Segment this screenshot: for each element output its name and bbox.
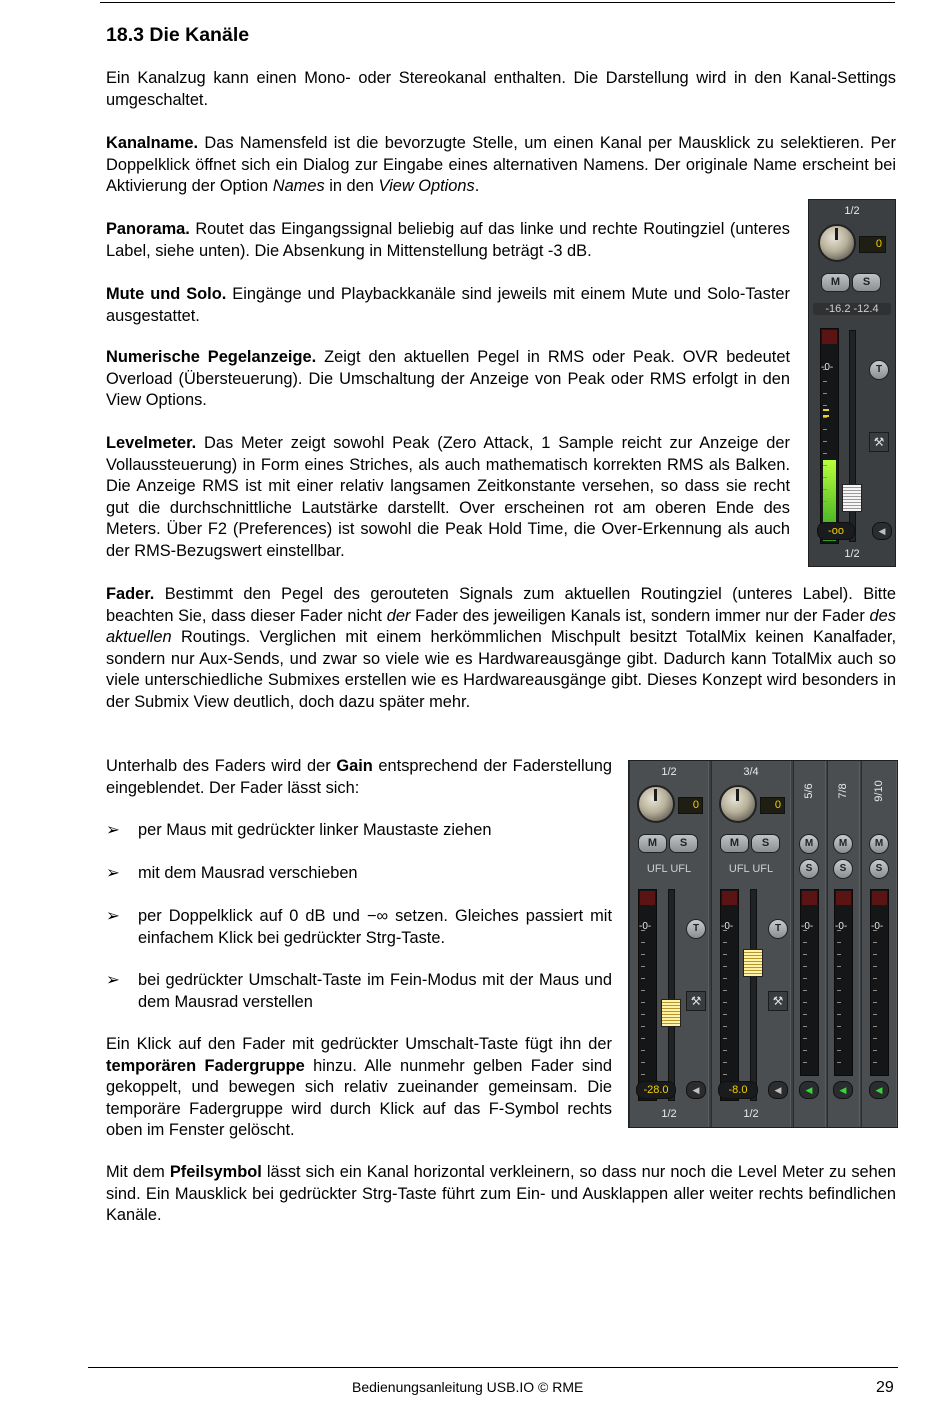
pfeilsymbol-paragraph: [106, 1162, 896, 1227]
meter-scale-tick: [641, 1002, 645, 1003]
top-rule: [100, 2, 895, 3]
meter-scale-tick: [723, 954, 727, 955]
collapsed-strip-7-8: [827, 761, 860, 1127]
text: Bestimmt den Pegel des gerouteten Signals zum aktuellen Routingziel (unteres Label). Bitte beachten Sie, dass dieser Fader nicht: [106, 585, 896, 625]
meter-scale-tick: [823, 489, 827, 490]
zero-db-label: -0-: [871, 921, 884, 932]
meter-scale-tick: [837, 966, 841, 967]
pan-knob[interactable]: [637, 785, 675, 823]
meter-scale-tick: [823, 381, 827, 382]
meter-scale-tick: [641, 1062, 645, 1063]
arrow-collapse-icon[interactable]: ◀: [768, 1081, 788, 1099]
meter-scale-tick: [803, 966, 807, 967]
solo-button[interactable]: S: [799, 859, 819, 879]
text: Mit dem: [106, 1163, 170, 1181]
level-meter: [800, 889, 819, 1076]
text: Fader des jeweiligen Kanals ist, sondern immer nur der Fader: [410, 606, 870, 625]
meter-scale-tick: [803, 1062, 807, 1063]
meter-scale-tick: [641, 978, 645, 979]
zero-db-label: -0-: [721, 921, 734, 932]
arrow-expand-icon[interactable]: ◀: [799, 1081, 819, 1099]
gain-readout: -oo: [817, 522, 855, 540]
arrow-expand-icon[interactable]: ◀: [833, 1081, 853, 1099]
term-pfeilsymbol: Pfeilsymbol: [169, 1163, 262, 1181]
meter-scale-tick: [803, 1014, 807, 1015]
meter-scale-tick: [837, 1062, 841, 1063]
term-levelmeter: Levelmeter.: [106, 434, 197, 452]
bullet-arrow-icon: ➢: [106, 864, 120, 882]
meter-scale-tick: [837, 990, 841, 991]
text: Routings. Verglichen mit einem herkömmlichen Mischpult besitzt TotalMix keinen Kanalfader, sondern nur Aux-Sends, und zwar so viele wie es Hardwareausgänge gibt. Dadurch kann TotalMix auch so viele unterschiedliche Submixes erstellen wie es Hardwareausgänge gibt. Dieses Konzept wird besonders in der Submix View deutlich, doch dazu später mehr.: [106, 628, 896, 711]
numeric-level-display: -16.2 -12.4: [813, 303, 891, 315]
option-names: Names: [272, 177, 325, 196]
page-number: 29: [876, 1379, 894, 1396]
trim-button[interactable]: T: [686, 919, 706, 939]
meter-scale-tick: [873, 966, 877, 967]
meter-scale-tick: [723, 990, 727, 991]
mute-button[interactable]: M: [799, 834, 819, 854]
text: Unterhalb des Faders wird der: [106, 757, 337, 775]
numeric-level-display: UFL UFL: [728, 863, 774, 875]
zero-db-label: -0-: [801, 921, 814, 932]
zero-db-label: -0-: [835, 921, 848, 932]
bullet-text: bei gedrückter Umschalt-Taste im Fein-Modus mit der Maus und dem Mausrad verstellen: [138, 971, 612, 1011]
channel-strip-3-4: [711, 761, 791, 1127]
meter-scale-tick: [873, 1050, 877, 1051]
arrow-expand-icon[interactable]: ◀: [869, 1081, 889, 1099]
meter-scale-tick: [823, 429, 827, 430]
meter-scale-tick: [873, 954, 877, 955]
pan-knob[interactable]: [818, 224, 856, 262]
meter-scale-tick: [641, 966, 645, 967]
channel-name-label[interactable]: 7/8: [837, 783, 849, 799]
meter-scale-tick: [803, 942, 807, 943]
level-meter: [870, 889, 889, 1076]
pan-value: 0: [859, 236, 886, 253]
text: entsprechend der Faderstellung eingeblendet. Der Fader lässt sich:: [106, 757, 612, 797]
bullet-arrow-icon: ➢: [106, 907, 120, 925]
channel-strip-1-2: [629, 761, 709, 1127]
meter-scale-tick: [873, 990, 877, 991]
mute-button[interactable]: M: [833, 834, 853, 854]
meter-scale-tick: [873, 1038, 877, 1039]
over-indicator: [872, 891, 887, 905]
meter-scale-tick: [803, 978, 807, 979]
bullet-arrow-icon: ➢: [106, 821, 120, 839]
meter-scale-tick: [823, 465, 827, 466]
meter-scale-tick: [641, 954, 645, 955]
solo-button[interactable]: S: [869, 859, 889, 879]
emphasis-der: der: [386, 606, 411, 625]
trim-button[interactable]: T: [869, 360, 889, 380]
emphasis-des-aktuellen: des aktuellen: [106, 606, 896, 647]
bullet-text: per Maus mit gedrückter linker Maustaste ziehen: [138, 821, 492, 839]
meter-scale-tick: [641, 1050, 645, 1051]
fader-track[interactable]: [750, 889, 757, 1101]
term-fader: Fader.: [106, 585, 155, 603]
meter-scale-tick: [641, 942, 645, 943]
meter-scale-tick: [837, 1014, 841, 1015]
meter-scale-tick: [837, 978, 841, 979]
text: Routet das Eingangssignal beliebig auf das linke und rechte Routingziel (unteres Label, siehe unten). Die Absenkung in Mittenstellung beträgt -3 dB.: [106, 220, 790, 260]
mute-button[interactable]: M: [720, 834, 749, 853]
pan-value: 0: [760, 797, 785, 814]
collapsed-strip-5-6: [793, 761, 826, 1127]
text: Eingänge und Playbackkanäle sind jeweils mit einem Mute und Solo-Taster ausgestattet.: [106, 285, 790, 325]
fader-cap[interactable]: [842, 484, 862, 512]
solo-button[interactable]: S: [669, 834, 698, 853]
peak-line: [823, 409, 829, 411]
zero-db-label: -0-: [639, 921, 652, 932]
meter-scale-tick: [803, 1038, 807, 1039]
channel-name-label[interactable]: 5/6: [803, 783, 815, 799]
meter-scale-tick: [823, 453, 827, 454]
meter-scale-tick: [723, 978, 727, 979]
solo-button[interactable]: S: [751, 834, 780, 853]
bullet-arrow-icon: ➢: [106, 971, 120, 989]
wrench-icon[interactable]: ⚒: [768, 991, 788, 1011]
meter-scale-tick: [803, 1002, 807, 1003]
channel-strip-screenshot: [808, 199, 896, 567]
meter-scale-tick: [803, 990, 807, 991]
mute-solo-paragraph: [106, 284, 790, 327]
meter-scale-tick: [873, 1026, 877, 1027]
routing-target-label[interactable]: 1/2: [743, 1108, 759, 1120]
meter-scale-tick: [723, 1014, 727, 1015]
solo-button[interactable]: S: [852, 273, 881, 292]
collapsed-strip-9-10: [861, 761, 897, 1127]
arrow-collapse-icon[interactable]: ◀: [686, 1081, 706, 1099]
meter-scale-tick: [723, 1026, 727, 1027]
meter-scale-tick: [873, 942, 877, 943]
meter-scale-tick: [873, 1014, 877, 1015]
fader-paragraph: [106, 584, 896, 714]
meter-scale-tick: [803, 954, 807, 955]
meter-scale-tick: [823, 513, 827, 514]
over-indicator: [640, 891, 655, 905]
pan-value: 0: [678, 797, 703, 814]
section-heading: 18.3 Die Kanäle: [106, 24, 250, 46]
meter-scale-tick: [837, 1050, 841, 1051]
trim-button[interactable]: T: [768, 919, 788, 939]
fadergruppe-paragraph: [106, 1034, 612, 1142]
meter-scale-tick: [823, 405, 827, 406]
pegelanzeige-paragraph: [106, 347, 790, 412]
mute-button[interactable]: M: [638, 834, 667, 853]
text: hinzu. Alle nunmehr gelben Fader sind gekoppelt, und bewegen sich relativ zueinander gemeinsam. Die temporäre Fadergruppe wird durch Klick auf das F-Symbol rechts oben im Fenster gelöscht.: [106, 1056, 612, 1140]
panorama-paragraph: [106, 219, 790, 262]
zero-db-label: -0-: [821, 362, 834, 373]
term-gain: Gain: [336, 757, 373, 775]
meter-scale-tick: [723, 1062, 727, 1063]
channel-name-label: 1/2: [844, 205, 860, 217]
meter-scale-tick: [723, 1050, 727, 1051]
text: Zeigt den aktuellen Pegel in RMS oder Peak. OVR bedeutet Overload (Übersteuerung). Die Umschaltung der Anzeige von Peak oder RMS erfolgt in den View Options.: [106, 348, 790, 410]
text: in den: [324, 177, 379, 196]
bullet-text: per Doppelklick auf 0 dB und −∞ setzen. Gleiches passiert mit einfachem Klick bei gedrückter Strg-Taste.: [138, 907, 612, 947]
fader-cap-yellow[interactable]: [743, 949, 763, 977]
term-mute-solo: Mute und Solo.: [106, 285, 227, 303]
meter-scale-tick: [837, 1026, 841, 1027]
meter-scale-tick: [641, 1038, 645, 1039]
meter-scale-tick: [873, 1062, 877, 1063]
kanalname-paragraph: [106, 133, 896, 198]
mute-button[interactable]: M: [869, 834, 889, 854]
arrow-collapse-icon[interactable]: ◀: [872, 522, 892, 540]
meter-scale-tick: [837, 954, 841, 955]
meter-scale-tick: [803, 1026, 807, 1027]
option-view-options: View Options: [378, 177, 475, 196]
meter-scale-tick: [641, 1014, 645, 1015]
meter-scale-tick: [823, 393, 827, 394]
channel-name-label[interactable]: 9/10: [873, 780, 885, 802]
channel-name-label[interactable]: 3/4: [743, 766, 759, 778]
text: .: [474, 177, 480, 196]
meter-scale-tick: [723, 1038, 727, 1039]
level-meter: [834, 889, 853, 1076]
meter-scale-tick: [723, 942, 727, 943]
meter-scale-tick: [641, 990, 645, 991]
meter-scale-tick: [837, 942, 841, 943]
over-indicator: [836, 891, 851, 905]
wrench-icon[interactable]: ⚒: [686, 991, 706, 1011]
pan-knob[interactable]: [719, 785, 757, 823]
term-pegelanzeige: Numerische Pegelanzeige.: [106, 348, 317, 366]
level-meter: [820, 328, 839, 544]
over-indicator: [802, 891, 817, 905]
gain-readout: -8.0: [718, 1081, 758, 1099]
solo-button[interactable]: S: [833, 859, 853, 879]
meter-scale-tick: [723, 1002, 727, 1003]
meter-scale-tick: [837, 1002, 841, 1003]
routing-target-label[interactable]: 1/2: [661, 1108, 677, 1120]
meter-scale-tick: [823, 417, 827, 418]
meter-scale-tick: [823, 441, 827, 442]
term-panorama: Panorama.: [106, 220, 190, 238]
mute-button[interactable]: M: [821, 273, 850, 292]
footer-text: Bedienungsanleitung USB.IO © RME: [352, 1379, 584, 1395]
numeric-level-display: UFL UFL: [646, 863, 692, 875]
over-indicator: [822, 330, 837, 344]
intro-paragraph: Ein Kanalzug kann einen Mono- oder Stereokanal enthalten. Die Darstellung wird in den Kanal-Settings umgeschaltet.: [106, 69, 896, 109]
routing-target-label[interactable]: 1/2: [844, 548, 860, 560]
meter-scale-tick: [823, 477, 827, 478]
meter-scale-tick: [823, 501, 827, 502]
bottom-rule: [88, 1367, 898, 1368]
fader-track[interactable]: [668, 889, 675, 1101]
wrench-icon[interactable]: ⚒: [869, 432, 889, 452]
term-kanalname: Kanalname.: [106, 134, 199, 152]
bullet-text: mit dem Mausrad verschieben: [138, 864, 358, 882]
meter-scale-tick: [803, 1050, 807, 1051]
meter-scale-tick: [873, 978, 877, 979]
meter-scale-tick: [723, 966, 727, 967]
text: Das Namensfeld ist die bevorzugte Stelle, um einen Kanal per Mausklick zu selektieren. Per Doppelklick öffnet sich ein Dialog zur Eingabe eines alternativen Namens. Der originale Name erscheint bei Aktivierung der Option: [106, 134, 896, 196]
term-temporaere-fadergruppe: temporären Fadergruppe: [106, 1056, 305, 1075]
levelmeter-paragraph: [106, 433, 790, 563]
meter-scale-tick: [837, 1038, 841, 1039]
meter-scale-tick: [723, 1074, 727, 1075]
meter-scale-tick: [641, 1074, 645, 1075]
fader-cap-yellow[interactable]: [661, 999, 681, 1027]
gain-readout: -28.0: [636, 1081, 676, 1099]
channel-name-label[interactable]: 1/2: [661, 766, 677, 778]
meter-scale-tick: [641, 1026, 645, 1027]
text: Das Meter zeigt sowohl Peak (Zero Attack, 1 Sample reicht zur Anzeige der Vollaussteuerung) in Form eines Striches, als auch mathematisch korrekten RMS als Balken. Die Anzeige RMS ist mit einer relativ langsamen Zeitkonstante versehen, so dass sie recht gut die durchschnittliche Lautstärke darstellt. Over erscheinen rot am oberen Ende des Meters. Über F2 (Preferences) ist sowohl die Peak Hold Time, die Over-Erkennung als auch der RMS-Bezugswert einstellbar.: [106, 434, 790, 560]
gain-paragraph: [106, 756, 612, 799]
over-indicator: [722, 891, 737, 905]
mixer-screenshot: [628, 760, 898, 1128]
meter-scale-tick: [873, 1002, 877, 1003]
text: lässt sich ein Kanal horizontal verkleinern, so dass nur noch die Level Meter zu sehen sind. Ein Mausklick bei gedrückter Strg-Taste führt zum Ein- und Ausklappen aller weiter rechts befindlichen Kanäle.: [106, 1163, 896, 1225]
text: Ein Klick auf den Fader mit gedrückter Umschalt-Taste fügt ihn der: [106, 1035, 612, 1053]
